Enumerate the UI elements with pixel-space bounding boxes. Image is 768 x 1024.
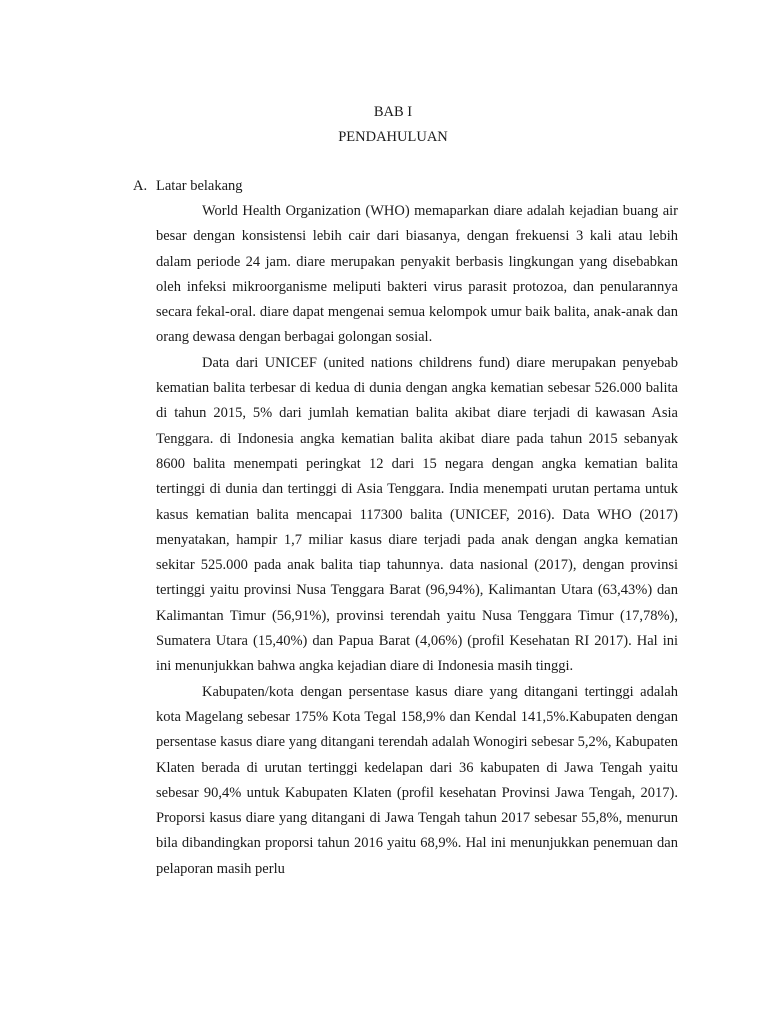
body-text (156, 199, 678, 882)
chapter-number: BAB I (373, 104, 413, 120)
paragraph-who-definition: World Health Organization (WHO) memaparkan diare adalah kejadian buang air besar dengan konsistensi lebih cair dari biasanya, dengan frekuensi 3 kali atau lebih dalam periode 24 jam. diare merupakan penyakit berbasis lingkungan yang disebabkan oleh infeksi mikroorganisme meliputi bakteri virus parasit protozoa, dan penularannya secara fekal-oral. diare dapat mengenai semua kelompok umur baik balita, anak-anak dan orang dewasa dengan berbagai golongan sosial. (156, 203, 678, 346)
paragraph-unicef-data: Data dari UNICEF (united nations childrens fund) diare merupakan penyebab kematian balita terbesar di kedua di dunia dengan angka kematian sebesar 526.000 balita di tahun 2015, 5% dari jumlah kematian balita akibat diare terjadi di kawasan Asia Tenggara. di Indonesia angka kematian balita akibat diare pada tahun 2015 sebanyak 8600 balita menempati peringkat 12 dari 15 negara dengan angka kematian balita tertinggi di dunia dan tertinggi di Asia Tenggara. India menempati urutan pertama untuk kasus kematian balita mencapai 117300 balita (UNICEF, 2016). Data WHO (2017) menyatakan, hampir 1,7 miliar kasus diare terjadi pada anak dengan angka kematian sekitar 525.000 pada anak balita tiap tahunnya. data nasional (2017), dengan provinsi tertinggi yaitu provinsi Nusa Tenggara Barat (96,94%), Kalimantan Utara (63,43%) dan Kalimantan Timur (56,91%), provinsi terendah yaitu Nusa Tenggara Timur (17,78%), Sumatera Utara (15,40%) dan Papua Barat (4,06%) (profil Kesehatan RI 2017). Hal ini ini menunjukkan bahwa angka kejadian diare di Indonesia masih tinggi. (156, 354, 678, 675)
chapter-title: PENDAHULUAN (338, 129, 448, 145)
section-marker: A. (133, 178, 148, 194)
paragraph-regional-data: Kabupaten/kota dengan persentase kasus diare yang ditangani tertinggi adalah kota Magelang sebesar 175% Kota Tegal 158,9% dan Kendal 141,5%.Kabupaten dengan persentase kasus diare yang ditangani terendah adalah Wonogiri sebesar 5,2%, Kabupaten Klaten berada di urutan tertinggi kedelapan dari 36 kabupaten di Jawa Tengah yaitu sebesar 90,4% untuk Kabupaten Klaten (profil kesehatan Provinsi Jawa Tengah, 2017). Proporsi kasus diare yang ditangani di Jawa Tengah tahun 2017 sebesar 55,8%, menurun bila dibandingkan proporsi tahun 2016 yaitu 68,9%. Hal ini menunjukkan penemuan dan pelaporan masih perlu (156, 683, 678, 877)
section-heading: Latar belakang (156, 178, 243, 194)
